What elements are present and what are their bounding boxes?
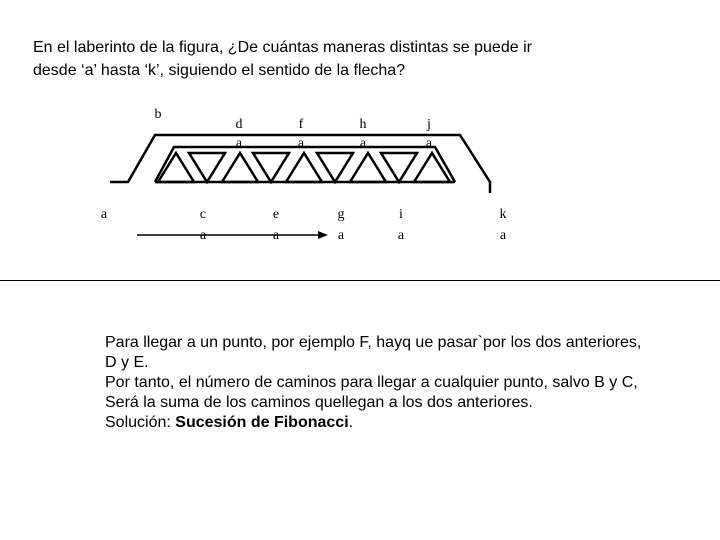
node-j-sub: a <box>425 136 433 151</box>
maze-figure <box>0 95 720 245</box>
solution-prefix: Solución: <box>105 414 176 431</box>
section-divider <box>0 280 720 281</box>
node-f-sub: a <box>297 136 305 151</box>
node-b-label: b <box>154 107 162 122</box>
node-i-sub: a <box>397 228 405 243</box>
node-k-sub: a <box>499 228 507 243</box>
solution-answer: Sucesión de Fibonacci <box>175 414 349 431</box>
node-f-label: f <box>298 117 304 132</box>
explanation-line-2: D y E. <box>105 354 149 371</box>
maze-triangles <box>158 153 450 182</box>
node-h-sub: a <box>359 136 367 151</box>
explanation-line-1: Para llegar a un punto, por ejemplo F, hayq ue pasar`por los dos anteriores, <box>105 334 642 351</box>
node-h-label: h <box>359 117 367 132</box>
question-text <box>33 36 673 82</box>
node-j-label: j <box>427 117 431 132</box>
node-g-label: g <box>337 207 345 222</box>
node-c-label: c <box>199 207 207 222</box>
node-c-sub: a <box>199 228 207 243</box>
node-k-label: k <box>499 207 507 222</box>
question-line-2: desde ‘a’ hasta ‘k’, siguiendo el sentido de la flecha? <box>33 62 406 79</box>
node-e-label: e <box>272 207 280 222</box>
node-g-sub: a <box>337 228 345 243</box>
direction-arrow <box>137 231 328 239</box>
explanation-line-3: Por tanto, el número de caminos para llegar a cualquier punto, salvo B y C, <box>105 374 638 391</box>
question-line-1: En el laberinto de la figura, ¿De cuántas maneras distintas se puede ir <box>33 39 532 56</box>
node-d-sub: a <box>235 136 243 151</box>
solution-suffix: . <box>348 414 354 431</box>
node-a-label: a <box>100 207 108 222</box>
explanation-text <box>105 333 720 433</box>
explanation-line-4: Será la suma de los caminos quellegan a los dos anteriores. <box>105 394 533 411</box>
node-d-label: d <box>235 117 243 132</box>
node-e-sub: a <box>272 228 280 243</box>
solution-line <box>105 413 720 433</box>
node-i-label: i <box>399 207 403 222</box>
